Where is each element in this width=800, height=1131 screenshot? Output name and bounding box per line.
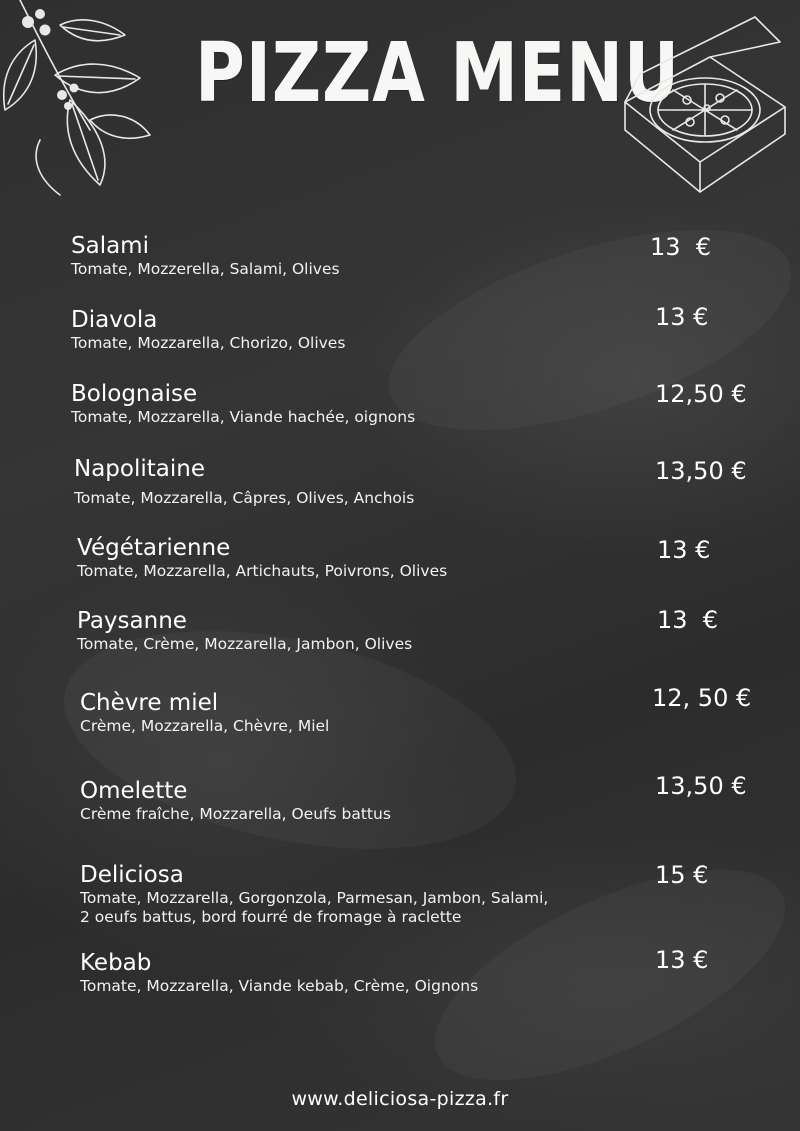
item-price: 13 € <box>655 303 709 331</box>
menu-item <box>77 607 412 654</box>
item-description: Crème, Mozzarella, Chèvre, Miel <box>80 717 330 735</box>
item-price: 13 € <box>655 946 709 974</box>
item-description: Tomate, Mozzarella, Gorgonzola, Parmesan, Jambon, Salami, 2 oeufs battus, bord fourré de fromage à raclette <box>80 889 549 926</box>
item-name: Végétarienne <box>77 535 231 561</box>
item-description: Tomate, Mozzarella, Câpres, Olives, Anchois <box>74 489 415 507</box>
item-price: 13,50 € <box>655 772 747 800</box>
item-description: Tomate, Mozzarella, Viande hachée, oignons <box>71 408 416 426</box>
item-name: Bolognaise <box>71 381 198 407</box>
item-description: Tomate, Mozzarella, Artichauts, Poivrons, Olives <box>77 562 448 580</box>
leaf-branch-icon <box>0 0 160 200</box>
item-name: Paysanne <box>77 608 187 634</box>
item-price: 13 € <box>657 536 711 564</box>
item-price: 13,50 € <box>655 457 747 485</box>
menu-item <box>80 777 391 824</box>
pizza-box-icon <box>615 12 795 197</box>
item-description: Tomate, Mozzarella, Viande kebab, Crème, Oignons <box>80 977 479 995</box>
menu-item <box>80 689 329 736</box>
item-name: Diavola <box>71 307 158 333</box>
item-description: Tomate, Crème, Mozzarella, Jambon, Olives <box>77 635 413 653</box>
item-price: 15 € <box>655 861 709 889</box>
menu-item <box>71 232 340 279</box>
item-name: Chèvre miel <box>80 690 219 716</box>
menu-item <box>80 861 548 927</box>
item-price: 13 € <box>657 606 719 634</box>
item-name: Napolitaine <box>74 456 205 482</box>
item-name: Deliciosa <box>80 862 184 888</box>
item-name: Salami <box>71 233 149 259</box>
item-description: Crème fraîche, Mozzarella, Oeufs battus <box>80 805 391 823</box>
item-description: Tomate, Mozzarella, Chorizo, Olives <box>71 334 346 352</box>
item-description: Tomate, Mozzerella, Salami, Olives <box>71 260 340 278</box>
menu-item <box>77 534 447 581</box>
chalk-streak <box>366 189 800 471</box>
item-price: 13 € <box>650 233 712 261</box>
menu-item <box>74 455 414 508</box>
menu-item <box>71 306 345 353</box>
menu-item <box>80 949 478 996</box>
item-price: 12,50 € <box>655 380 747 408</box>
page-title: PIZZA MENU <box>195 26 681 121</box>
item-name: Omelette <box>80 778 188 804</box>
item-price: 12, 50 € <box>652 684 752 712</box>
menu-item <box>71 380 415 427</box>
website-link[interactable]: www.deliciosa-pizza.fr <box>291 1088 509 1110</box>
item-name: Kebab <box>80 950 152 976</box>
